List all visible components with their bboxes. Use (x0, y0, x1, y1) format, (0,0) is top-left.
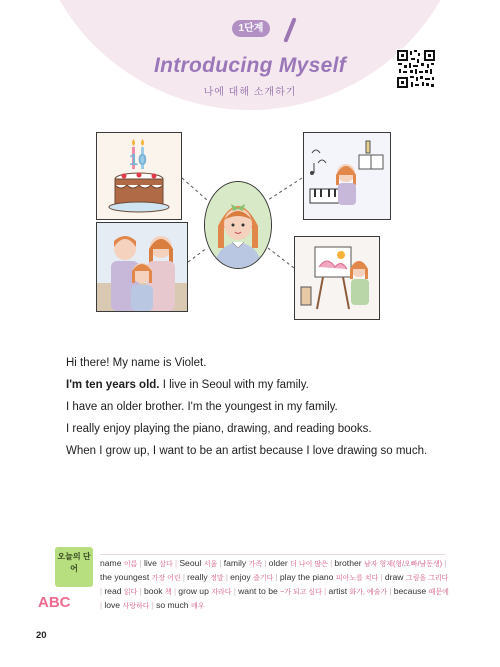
vocab-meaning: 서울 (203, 561, 218, 568)
vocab-meaning: 매우 (190, 603, 205, 610)
vocab-meaning: 가족 (248, 561, 263, 568)
vocab-separator: | (100, 587, 105, 596)
vocab-meaning: 사랑하다 (122, 603, 150, 610)
birthday-cake-illustration (96, 132, 182, 220)
story-line-2-rest: I live in Seoul with my family. (159, 379, 309, 391)
violet-portrait (204, 181, 272, 269)
story-line-5: When I grow up, I want to be an artist because I love drawing so much. (66, 445, 428, 457)
vocab-separator: | (137, 587, 144, 596)
vocab-word: older (268, 558, 291, 568)
vocab-separator: | (262, 559, 269, 568)
painting-illustration (294, 236, 380, 320)
vocab-separator: | (217, 559, 224, 568)
story-text (66, 355, 436, 465)
vocab-separator: | (171, 587, 179, 596)
page-subtitle: 나에 대해 소개하기 (203, 87, 297, 98)
vocab-list (100, 557, 450, 613)
family-illustration (96, 222, 188, 312)
vocab-meaning: 읽다 (123, 589, 138, 596)
vocab-meaning: 즐기다 (253, 575, 274, 582)
vocab-word: artist (328, 586, 350, 596)
vocab-separator: | (231, 587, 239, 596)
vocab-meaning: 살다 (159, 561, 173, 568)
vocab-separator: | (223, 573, 231, 582)
vocab-word: family (223, 558, 249, 568)
vocab-separator: | (149, 601, 157, 610)
page-number: 20 (36, 630, 47, 641)
vocab-word: book (143, 586, 165, 596)
stage-badge: 1단계 (232, 20, 270, 37)
vocab-meaning: 책 (165, 589, 172, 596)
story-line-3: I have an older brother. I'm the youngest in my family. (66, 401, 338, 413)
vocab-separator: | (378, 573, 385, 582)
vocab-word: want to be (238, 586, 281, 596)
vocab-separator: | (100, 601, 105, 610)
vocab-meaning: 화가, 예술가 (349, 589, 388, 596)
cake-number: 10 (129, 152, 147, 169)
vocab-word: play the piano (279, 572, 336, 582)
vocab-word: grow up (178, 586, 212, 596)
vocab-word: enjoy (230, 572, 254, 582)
vocab-meaning: 그림을 그리다 (405, 575, 449, 582)
vocab-meaning: ~가 되고 싶다 (280, 589, 322, 596)
vocab-separator: | (172, 559, 180, 568)
vocab-separator: | (273, 573, 280, 582)
vocab-divider (100, 554, 445, 555)
page-title: Introducing Myself (153, 54, 347, 77)
vocab-word: brother (334, 558, 365, 568)
vocab-meaning: 가장 어린 (151, 575, 181, 582)
vocab-word: Seoul (179, 558, 204, 568)
vocab-meaning: 남자 형제(형/오빠/남동생) (364, 561, 443, 568)
vocab-separator: | (442, 559, 447, 568)
vocab-meaning: 정말 (210, 575, 224, 582)
vocab-separator: | (387, 587, 394, 596)
vocab-meaning: 자라다 (211, 589, 232, 596)
story-line-2-bold: I'm ten years old. (66, 379, 160, 391)
vocab-word: read (104, 586, 124, 596)
story-line-4: I really enjoy playing the piano, drawing, and reading books. (66, 423, 372, 435)
vocab-separator: | (327, 559, 335, 568)
vocab-word: name (100, 558, 124, 568)
vocab-meaning: 더 나이 많은 (290, 561, 328, 568)
vocab-word: draw (384, 572, 406, 582)
vocab-word: so much (156, 600, 191, 610)
vocab-meaning: 때문에 (428, 589, 449, 596)
vocab-tag: 오늘의 단어 (55, 547, 93, 587)
vocab-word: really (187, 572, 211, 582)
vocab-separator: | (180, 573, 188, 582)
vocab-meaning: 이름 (123, 561, 138, 568)
vocab-separator: | (137, 559, 144, 568)
vocab-word: love (104, 600, 123, 610)
abc-letters: ABC (38, 594, 71, 610)
vocab-meaning: 피아노를 치다 (335, 575, 379, 582)
vocab-separator: | (321, 587, 329, 596)
story-line-1: Hi there! My name is Violet. (66, 357, 207, 369)
vocab-word: the youngest (100, 572, 152, 582)
vocab-word: because (393, 586, 429, 596)
story-line-2 (66, 377, 436, 393)
piano-reading-illustration (303, 132, 391, 220)
abc-icon (38, 592, 72, 610)
vocab-word: live (143, 558, 160, 568)
